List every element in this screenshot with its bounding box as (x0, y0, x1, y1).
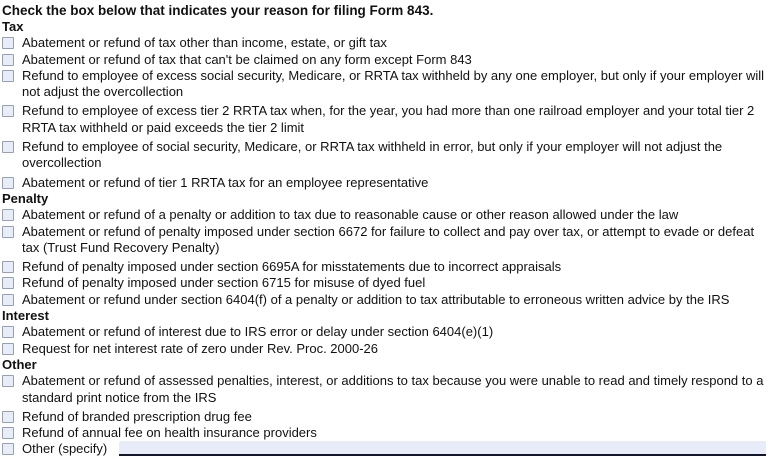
reason-label: Other (specify) (22, 441, 108, 457)
reason-checkbox[interactable] (2, 443, 14, 455)
reason-row (2, 35, 766, 51)
reason-label: Abatement or refund of tier 1 RRTA tax for an employee representative (22, 174, 429, 190)
reason-row (2, 425, 766, 441)
section-title-penalty: Penalty (2, 190, 49, 206)
reason-checkbox[interactable] (2, 375, 14, 387)
reason-label: Refund to employee of excess social security, Medicare, or RRTA tax withheld by any one employer, but only if your employer will not adjust the overcollection (22, 67, 765, 100)
other-specify-input[interactable] (119, 441, 766, 456)
reason-row (2, 68, 766, 101)
reason-checkbox[interactable] (2, 411, 14, 423)
reason-label: Request for net interest rate of zero under Rev. Proc. 2000-26 (22, 340, 379, 356)
reason-label: Abatement or refund of interest due to IRS error or delay under section 6404(e)(1) (22, 324, 494, 340)
reason-checkbox[interactable] (2, 261, 14, 273)
reason-checkbox[interactable] (2, 141, 14, 153)
reason-label: Abatement or refund of tax other than income, estate, or gift tax (22, 35, 387, 51)
reason-label: Refund of penalty imposed under section 6715 for misuse of dyed fuel (22, 275, 426, 291)
reason-checkbox[interactable] (2, 226, 14, 238)
reason-row (2, 441, 766, 457)
reason-row (2, 324, 766, 340)
reason-label: Abatement or refund of penalty imposed under section 6672 for failure to collect and pay over tax, or attempt to evade or defeat tax (Trust Fund Recovery Penalty) (22, 223, 755, 255)
reason-row (2, 409, 766, 425)
reason-row (2, 175, 766, 191)
reason-row (2, 139, 766, 172)
reason-checkbox[interactable] (2, 343, 14, 355)
section-title-interest: Interest (2, 308, 49, 324)
reason-label: Refund to employee of excess tier 2 RRTA tax when, for the year, you had more than one railroad employer and your total tier 2 RRTA tax withheld or paid exceeds the tier 2 limit (22, 103, 755, 135)
reason-checkbox[interactable] (2, 209, 14, 221)
reason-label: Abatement or refund of assessed penalties, interest, or additions to tax because you were unable to read and timely respond to a standard print notice from the IRS (22, 373, 764, 405)
reason-checkbox[interactable] (2, 427, 14, 439)
reason-checkbox[interactable] (2, 177, 14, 189)
reason-row (2, 224, 766, 257)
section-title-tax: Tax (2, 19, 24, 34)
reason-label: Refund of penalty imposed under section 6695A for misstatements due to incorrect appraisals (22, 259, 562, 275)
reason-checkbox[interactable] (2, 294, 14, 306)
reason-row (2, 341, 766, 357)
reason-row (2, 52, 766, 68)
section-title-other: Other (2, 356, 37, 372)
reason-row (2, 373, 766, 406)
reason-row (2, 103, 766, 136)
instruction-heading: Check the box below that indicates your reason for filing Form 843. (2, 3, 434, 18)
reason-checkbox[interactable] (2, 105, 14, 117)
reason-label: Refund to employee of social security, Medicare, or RRTA tax withheld in error, but only if your employer will not adjust the overcollection (22, 139, 723, 171)
reason-checkbox[interactable] (2, 70, 14, 82)
reason-label: Abatement or refund of tax that can't be claimed on any form except Form 843 (22, 51, 472, 67)
reason-row (2, 207, 766, 223)
reason-row (2, 292, 766, 308)
reason-label: Refund of annual fee on health insurance providers (22, 425, 317, 441)
reason-row (2, 259, 766, 275)
reason-label: Abatement or refund under section 6404(f) of a penalty or addition to tax attributable to erroneous written advice by the IRS (22, 291, 730, 307)
reason-checkbox[interactable] (2, 326, 14, 338)
reason-checkbox[interactable] (2, 37, 14, 49)
reason-checkbox[interactable] (2, 54, 14, 66)
reason-label: Abatement or refund of a penalty or addition to tax due to reasonable cause or other reason allowed under the law (22, 207, 679, 223)
reason-sections (2, 19, 766, 458)
reason-row (2, 275, 766, 291)
reason-label: Refund of branded prescription drug fee (22, 408, 252, 424)
reason-checkbox[interactable] (2, 277, 14, 289)
